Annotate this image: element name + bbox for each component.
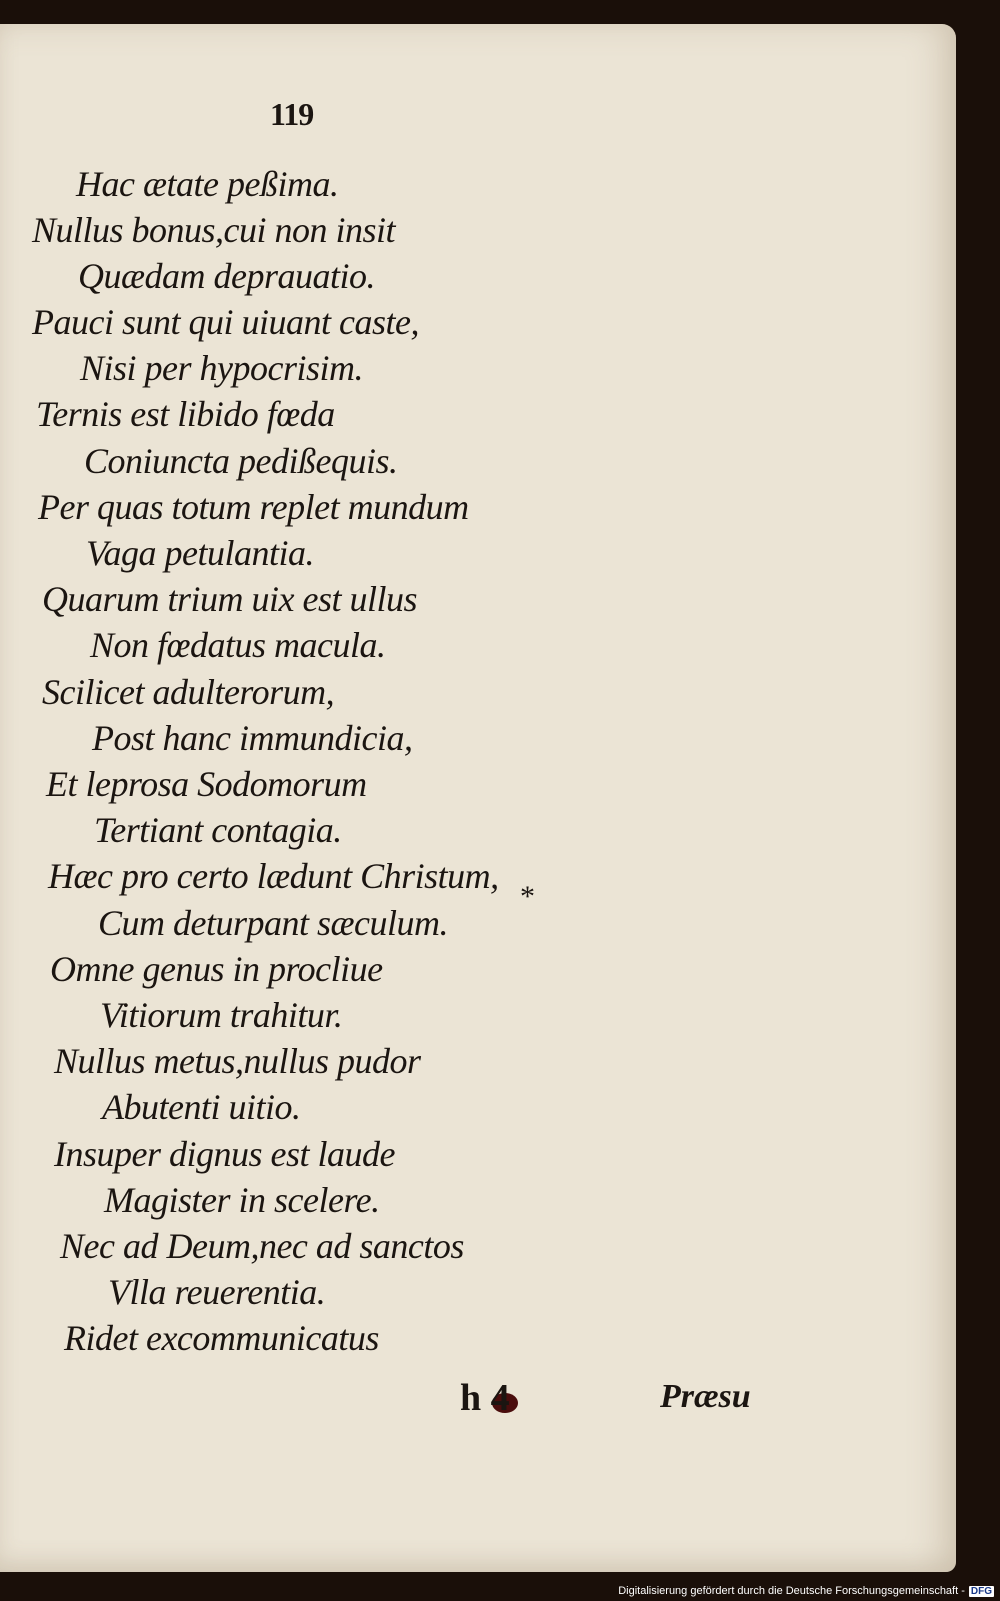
verse-line: Nullus metus,nullus pudor (54, 1041, 421, 1081)
verse-line: Coniuncta pedißequis. (84, 441, 398, 481)
verse-line: Et leprosa Sodomorum (46, 764, 367, 804)
footer-text: Digitalisierung gefördert durch die Deutsche Forschungsgemeinschaft - (618, 1585, 965, 1597)
page-number: 119 (270, 96, 314, 132)
verse-line: Insuper dignus est laude (54, 1134, 395, 1174)
verse-line: Vitiorum trahitur. (100, 995, 343, 1035)
verse-line: Non fœdatus macula. (90, 625, 386, 665)
verse-line: Vaga petulantia. (86, 533, 314, 573)
verse-line: Quarum trium uix est ullus (42, 579, 418, 619)
verse-line: Hæc pro certo lædunt Christum, (48, 856, 499, 896)
verse-line: Nisi per hypocrisim. (80, 348, 363, 388)
verse-line: Nullus bonus,cui non insit (32, 210, 396, 250)
verse-line: Hac ætate peßima. (76, 164, 339, 204)
signature-mark: h 4 (460, 1377, 510, 1419)
verse-line: Magister in scelere. (104, 1180, 380, 1220)
verse-line: Ridet excommunicatus (64, 1318, 379, 1358)
verse-line: Omne genus in procliue (50, 949, 383, 989)
verse-line: Vlla reuerentia. (108, 1272, 326, 1312)
verse-line: Cum deturpant sæculum. (98, 903, 449, 943)
footer-credit (618, 1585, 994, 1597)
verse-line: Tertiant contagia. (94, 810, 342, 850)
catchword: Præsu (660, 1378, 751, 1415)
verse-line: Ternis est libido fœda (36, 394, 335, 434)
verse-line: Pauci sunt qui uiuant caste, (32, 302, 419, 342)
verse-line: Per quas totum replet mundum (38, 487, 469, 527)
verse-line: Post hanc immundicia, (92, 718, 413, 758)
dfg-logo-icon: DFG (970, 1585, 992, 1597)
marginal-asterisk: * (520, 880, 535, 913)
verse-line: Nec ad Deum,nec ad sanctos (60, 1226, 464, 1266)
verse-line: Quædam deprauatio. (78, 256, 375, 296)
verse-line: Scilicet adulterorum, (42, 672, 335, 712)
verse-line: Abutenti uitio. (102, 1087, 301, 1127)
